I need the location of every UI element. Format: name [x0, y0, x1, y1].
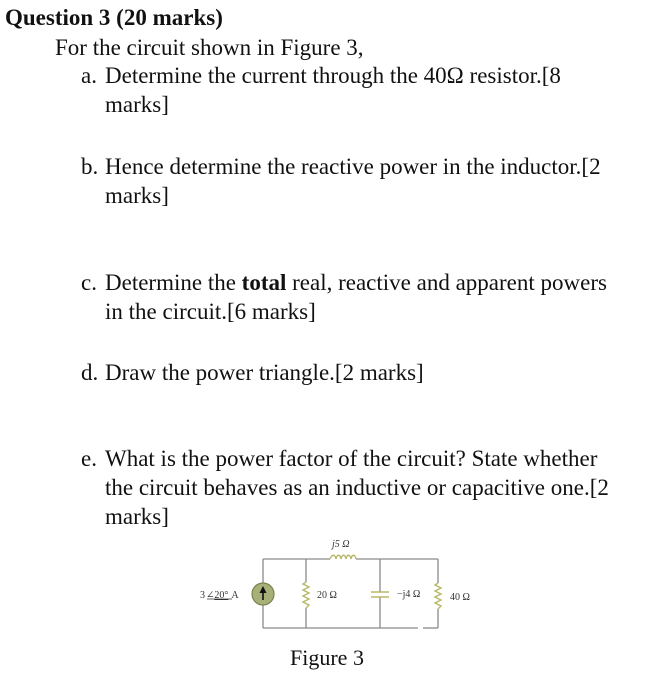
- part-a-text: Determine the current through the 40Ω resistor.[8: [105, 63, 561, 88]
- part-d-label: d.: [81, 360, 99, 385]
- part-b-line1: [81, 152, 661, 181]
- capacitor-icon: [371, 592, 389, 597]
- part-d-text: Draw the power triangle.[2 marks]: [105, 360, 424, 385]
- part-e-line1: [81, 444, 661, 473]
- part-c-label: c.: [81, 270, 97, 295]
- resistor-20-ohm-icon: [303, 582, 309, 608]
- part-b-text: Hence determine the reactive power in the inductor.[2: [105, 154, 601, 179]
- resistor-40-label: 40 Ω: [450, 592, 470, 603]
- figure-caption: Figure 3: [290, 645, 364, 670]
- part-c: [81, 268, 661, 326]
- part-c-text-post: real, reactive and apparent powers: [286, 270, 607, 295]
- source-label: 3∠20° A: [200, 590, 239, 601]
- question-title: Question 3 (20 marks): [5, 5, 223, 30]
- part-e-text: What is the power factor of the circuit? State whether: [105, 446, 598, 471]
- inductor-label: j5 Ω: [332, 539, 350, 550]
- part-b-label: b.: [81, 154, 99, 179]
- part-b-line2: marks]: [105, 183, 169, 208]
- part-e-line2: the circuit behaves as an inductive or capacitive one.[2: [105, 475, 609, 500]
- part-d-line1: [81, 358, 661, 387]
- part-a-line2: marks]: [105, 92, 169, 117]
- part-a: [81, 61, 661, 119]
- part-c-line2: in the circuit.[6 marks]: [105, 299, 316, 324]
- circuit-wires: [263, 559, 438, 628]
- current-source-icon: [252, 583, 274, 605]
- part-e: [81, 444, 661, 531]
- part-b: [81, 152, 661, 210]
- part-a-label: a.: [81, 63, 97, 88]
- part-c-line1: [81, 268, 661, 297]
- capacitor-label: −j4 Ω: [397, 589, 421, 600]
- part-d: [81, 358, 661, 387]
- part-e-label: e.: [81, 446, 97, 471]
- part-e-line3: marks]: [105, 504, 169, 529]
- question-intro: For the circuit shown in Figure 3,: [55, 35, 364, 60]
- part-c-text-pre: Determine the: [105, 270, 242, 295]
- part-a-line1: [81, 61, 661, 90]
- resistor-20-label: 20 Ω: [317, 590, 337, 601]
- inductor-icon: [330, 555, 356, 559]
- resistor-40-ohm-icon: [435, 583, 441, 609]
- part-c-text-bold: total: [241, 270, 287, 295]
